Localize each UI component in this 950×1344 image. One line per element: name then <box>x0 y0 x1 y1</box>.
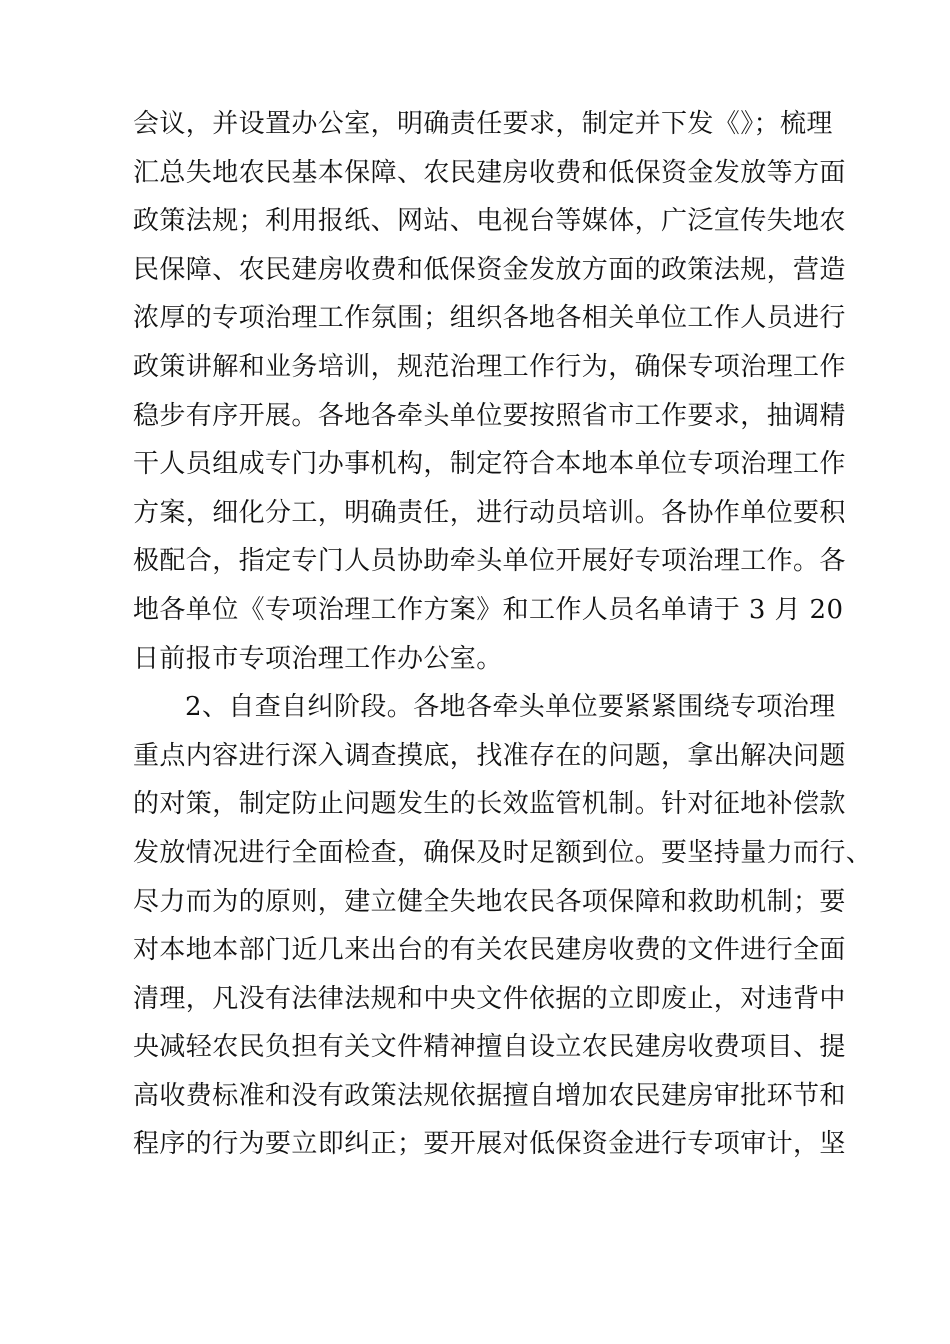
text-line: 的对策，制定防止问题发生的长效监管机制。针对征地补偿款 <box>133 789 846 820</box>
text-line: 干人员组成专门办事机构，制定符合本地本单位专项治理工作 <box>133 449 846 480</box>
text-line: 尽力而为的原则，建立健全失地农民各项保障和救助机制；要 <box>133 886 846 917</box>
text-line: 重点内容进行深入调查摸底，找准存在的问题，拿出解决问题 <box>133 740 846 771</box>
text-line: 政策法规；利用报纸、网站、电视台等媒体，广泛宣传失地农 <box>133 206 846 237</box>
text-line: 浓厚的专项治理工作氛围；组织各地各相关单位工作人员进行 <box>133 303 846 334</box>
paragraph-2 <box>133 683 873 1169</box>
text-line: 发放情况进行全面检查，确保及时足额到位。要坚持量力而行、 <box>133 837 873 868</box>
text-line: 对本地本部门近几来出台的有关农民建房收费的文件进行全面 <box>133 935 846 966</box>
text-line: 日前报市专项治理工作办公室。 <box>133 643 503 674</box>
text-line: 会议，并设置办公室，明确责任要求，制定并下发《》；梳理 <box>133 109 833 139</box>
paragraph-1 <box>133 100 846 683</box>
text-line: 稳步有序开展。各地各牵头单位要按照省市工作要求，抽调精 <box>133 400 846 431</box>
text-line: 清理，凡没有法律法规和中央文件依据的立即废止，对违背中 <box>133 983 846 1014</box>
text-line: 极配合，指定专门人员协助牵头单位开展好专项治理工作。各 <box>133 546 846 577</box>
document-body <box>133 100 873 1169</box>
text-line: 2、自查自纠阶段。各地各牵头单位要紧紧围绕专项治理 <box>185 692 836 723</box>
text-line: 程序的行为要立即纠正；要开展对低保资金进行专项审计，坚 <box>133 1129 846 1160</box>
text-line: 高收费标准和没有政策法规依据擅自增加农民建房审批环节和 <box>133 1080 846 1111</box>
text-line: 民保障、农民建房收费和低保资金发放方面的政策法规，营造 <box>133 254 846 285</box>
text-line: 央减轻农民负担有关文件精神擅自设立农民建房收费项目、提 <box>133 1032 846 1063</box>
text-line: 地各单位《专项治理工作方案》和工作人员名单请于 3 月 20 <box>133 594 844 625</box>
text-line: 汇总失地农民基本保障、农民建房收费和低保资金发放等方面 <box>133 157 846 188</box>
text-line: 政策讲解和业务培训，规范治理工作行为，确保专项治理工作 <box>133 351 846 382</box>
text-line: 方案，细化分工，明确责任，进行动员培训。各协作单位要积 <box>133 497 846 528</box>
